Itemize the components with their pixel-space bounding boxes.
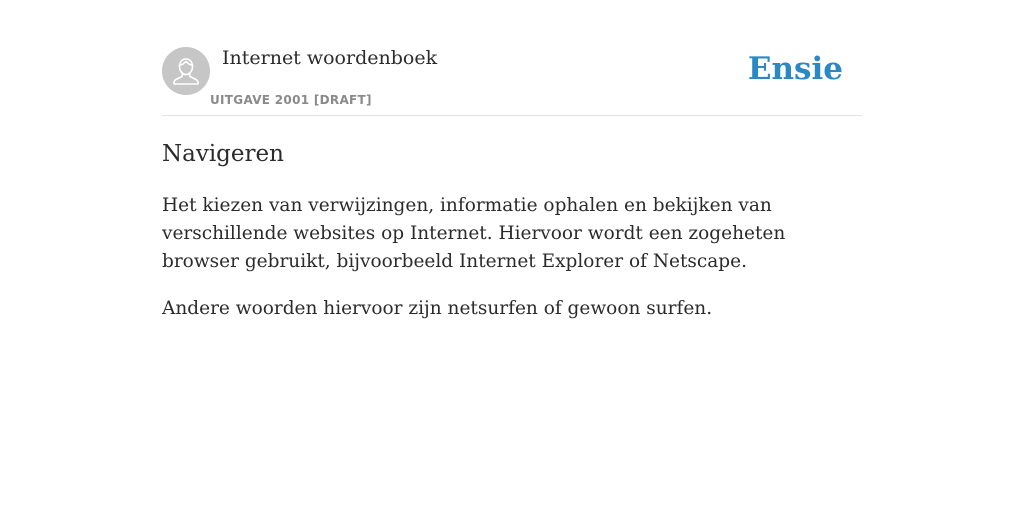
edition-label: UITGAVE 2001 [DRAFT] [210, 93, 372, 107]
dictionary-title[interactable]: Internet woordenboek [222, 47, 438, 69]
definition-paragraph: Andere woorden hiervoor zijn netsurfen of gewoon surfen. [162, 298, 713, 319]
person-outline-icon [162, 47, 210, 95]
user-avatar-icon[interactable] [162, 47, 210, 95]
definition-paragraph: Het kiezen van verwijzingen, informatie ophalen en bekijken van verschillende websites op Internet. Hiervoor wordt een zogeheten browser gebruikt, bijvoorbeeld Internet Explorer of Netscape. [162, 195, 786, 272]
dictionary-header [162, 0, 862, 116]
entry-title: Navigeren [162, 141, 284, 167]
ensie-logo-link[interactable]: Ensie [747, 51, 843, 87]
entry-definition [162, 192, 862, 342]
